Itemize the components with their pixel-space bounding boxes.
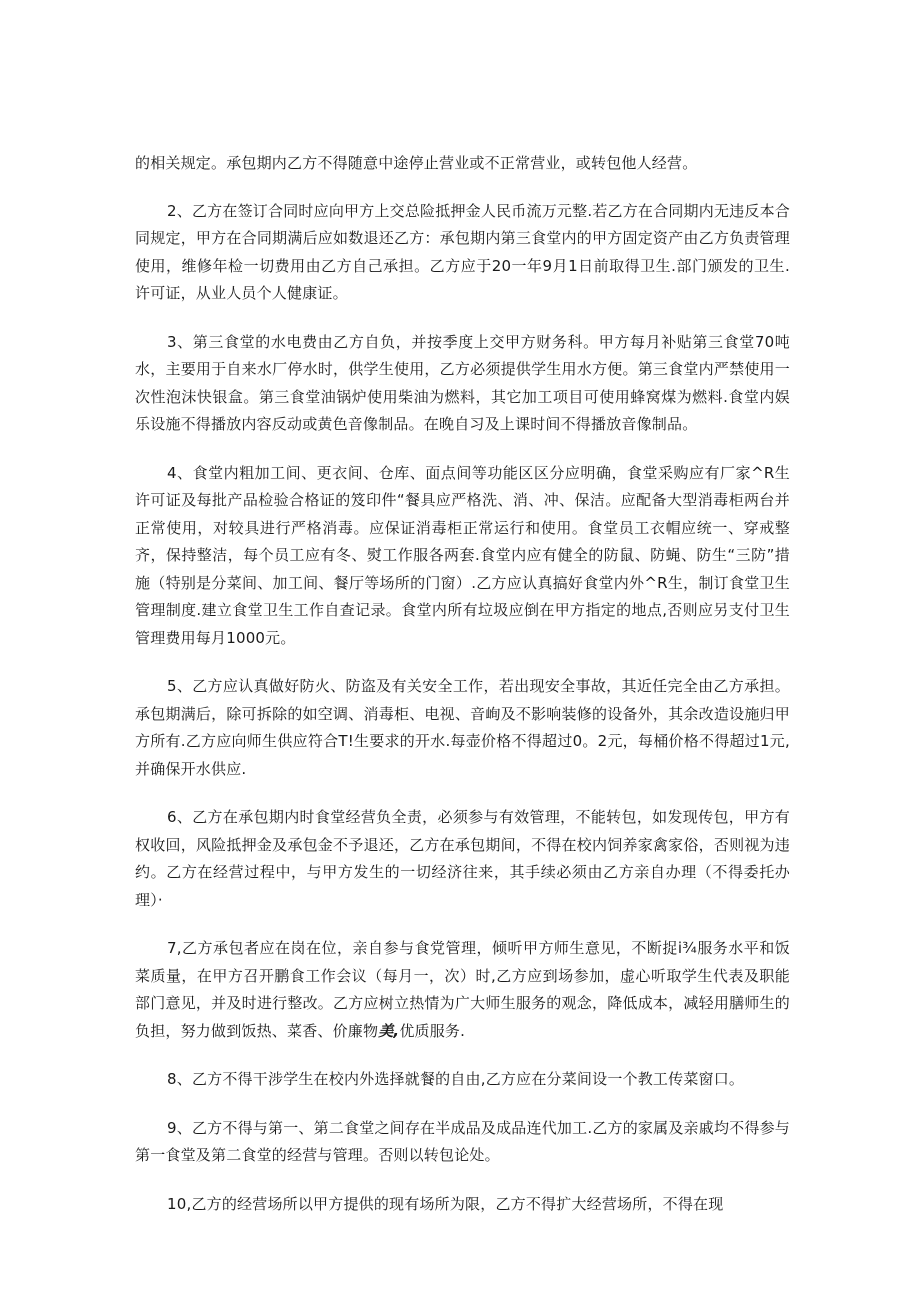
clause-9: 9、乙方不得与第一、第二食堂之间存在半成品及成品连代加工.乙方的家属及亲戚均不得参与第一食堂及第二食堂的经营与管理。否则以转包论处。 bbox=[135, 1118, 790, 1164]
clause-5: 5、乙方应认真做好防火、防盗及有关安全工作，若出现安全事故，其近任完全由乙方承担。承包期满后，除可拆除的如空调、消毒柜、电视、音峋及不影响装修的设备外，其余改造设施归甲方所有.乙方应向师生供应符合T!生要求的开水.每壶价格不得超过0。2元，每桶价格不得超过1元,并确保开水供应. bbox=[135, 677, 790, 778]
clause-8: 8、乙方不得干涉学生在校内外选择就餐的自由,乙方应在分菜间设一个教工传菜窗口。 bbox=[167, 1070, 745, 1088]
clause-7-text-a: 7,乙方承包者应在岗在位，亲自参与食党管理，倾听甲方师生意见，不断捉i¾服务水平和饭菜质量，在甲方召开鹏食工作会议（每月一，次）时,乙方应到场参加，虚心听取学生代表及职能部门意见，并及时进行整改。乙方应树立热情为广大师生服务的观念，降低成本，减轻用膳师生的负担，努力做到饭热、菜香、价廉物 bbox=[135, 939, 790, 1040]
clause-2: 2、乙方在签订合同时应向甲方上交总险抵押金人民币流万元整.若乙方在合同期内无违反本合同规定，甲方在合同期满后应如数退还乙方：承包期内第三食堂内的甲方固定资产由乙方负责管理使用，维修年检一切费用由乙方自己承担。乙方应于20一年9月1日前取得卫生.部门颁发的卫生.许可证，从业人员个人健康证。 bbox=[135, 201, 790, 302]
clause-7-bold-text: 美, bbox=[378, 1021, 400, 1040]
clause-7 bbox=[135, 935, 790, 1045]
clause-3: 3、第三食堂的水电费由乙方自负，并按季度上交甲方财务科。甲方每月补贴第三食堂70吨水，主要用于自来水厂停水时，供学生使用，乙方必须提供学生用水方便。第三食堂内严禁使用一次性泡沫快银盒。第三食堂油锅炉使用柴油为燃料，其它加工项目可使用蜂窝煤为燃料.食堂内娱乐设施不得播放内容反动或黄色音像制品。在晚自习及上课时间不得播放音像制品。 bbox=[135, 332, 790, 433]
clause-7-text-b: 优质服务. bbox=[399, 1021, 466, 1040]
clause-6: 6、乙方在承包期内时食堂经营负全责，必须参与有效管理，不能转包，如发现传包，甲方有权收回，风险抵押金及承包金不予退还，乙方在承包期间，不得在校内饲养家禽家俗，否则视为违约。乙方在经营过程中，与甲方发生的一切经济往来，其手续必须由乙方亲自办理（不得委托办理）· bbox=[135, 808, 790, 909]
clause-4: 4、食堂内粗加工间、更衣间、仓库、面点间等功能区区分应明确，食堂采购应有厂家^R生许可证及每批产品检验合格证的笈印件“餐具应严格洗、消、冲、保洁。应配备大型消毒柜两台并正常使用，对较具进行严格消毒。应保证消毒柜正常运行和使用。食堂员工衣帽应统一、穿戒整齐，保持整洁，每个员工应有冬、熨工作服各两套.食堂内应有健全的防鼠、防蝇、防生“三防”措施（特别是分菜间、加工间、餐厅等场所的门窗）.乙方应认真搞好食堂内外^R生，制订食堂卫生管理制度.建立食堂卫生工作自查记录。食堂内所有垃圾应倒在甲方指定的地点,否则应另支付卫生管理费用每月1000元。 bbox=[135, 463, 790, 647]
clause-10: 10,乙方的经营场所以甲方提供的现有场所为限，乙方不得扩大经营场所，不得在现 bbox=[167, 1194, 724, 1213]
document-page bbox=[135, 150, 790, 1239]
paragraph-continuation: 的相关规定。承包期内乙方不得随意中途停止营业或不正常营业，或转包他人经营。 bbox=[135, 154, 698, 172]
